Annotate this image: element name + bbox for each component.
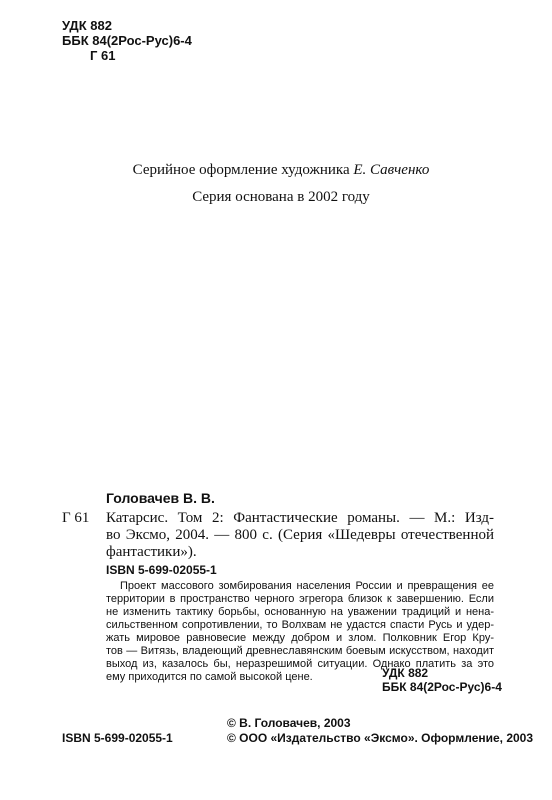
abstract-line: сильственном сопротивлении, то Волхвам не удастся спасти Русь и удер- <box>106 619 494 631</box>
copyright-notices <box>227 716 533 746</box>
abstract-line: не изменить тактику борьбы, основанную на уважении традиций и нена- <box>106 606 494 618</box>
abstract-line: ему приходится по самой высокой цене. <box>106 671 313 683</box>
author-mark: Г 61 <box>90 48 116 63</box>
abstract-line: тов — Витязь, владеющий древнеславянским боевым искусством, находит <box>106 645 494 657</box>
catalog-description <box>106 510 494 561</box>
catalog-index: Г 61 <box>62 510 90 526</box>
footer-isbn: ISBN 5-699-02055-1 <box>62 731 173 745</box>
catalog-isbn: ISBN 5-699-02055-1 <box>106 563 217 577</box>
catalog-udk: УДК 882 <box>382 666 429 680</box>
designer-name: Е. Савченко <box>353 162 430 178</box>
abstract-line: Проект массового зомбирования населения России и превращения ее <box>120 580 494 592</box>
abstract-line: жать мировое равновесие между добром и злом. Полковник Егор Кру- <box>106 632 494 644</box>
design-credit-text: Серийное оформление художника <box>132 162 354 178</box>
abstract-line: выход из, казалось бы, неразрешимой ситуации. Однако платить за это <box>106 658 494 670</box>
classification-codes <box>62 18 192 63</box>
series-design-credit <box>5 162 552 179</box>
catalog-author: Головачев В. В. <box>106 490 215 506</box>
series-founded: Серия основана в 2002 году <box>192 189 370 205</box>
copyright-publisher: © ООО «Издательство «Эксмо». Оформление, 2003 <box>227 731 534 745</box>
description-line: фантастики»). <box>106 544 197 560</box>
catalog-codes <box>382 666 502 694</box>
bbk-code: ББК 84(2Рос-Рус)6-4 <box>62 33 192 48</box>
abstract-line: территории в пространство черного эгрегора близок к завершению. Если <box>106 593 494 605</box>
catalog-bbk: ББК 84(2Рос-Рус)6-4 <box>382 680 502 694</box>
description-line: Катарсис. Том 2: Фантастические романы. — М.: Изд- <box>106 510 494 526</box>
description-line: во Эксмо, 2004. — 800 с. (Серия «Шедевры отечественной <box>106 527 494 543</box>
udk-code: УДК 882 <box>62 18 112 33</box>
copyright-author: © В. Головачев, 2003 <box>227 716 351 730</box>
